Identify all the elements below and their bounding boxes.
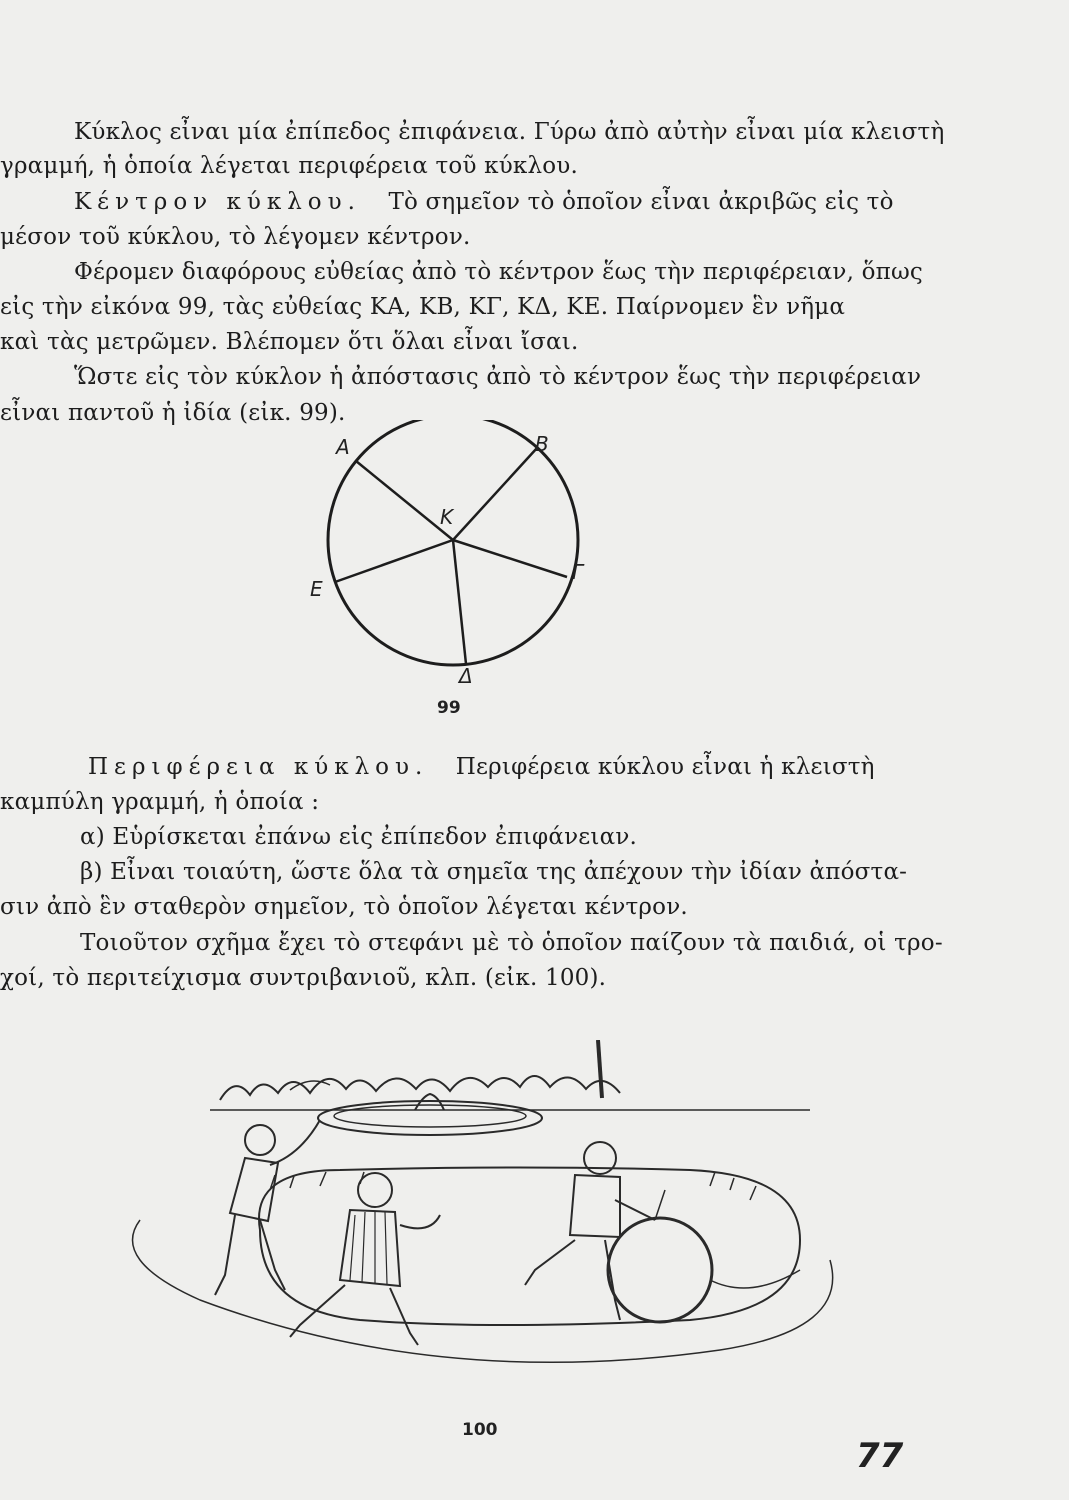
child-1-legs (215, 1215, 285, 1295)
child-2-arm (400, 1215, 440, 1228)
text-line: Τοιοῦτον σχῆμα ἔχει τὸ στεφάνι μὲ τὸ ὁποῖον παίζουν τὰ παιδιά, οἱ τρο- (80, 930, 943, 956)
text-line: γραμμή, ἡ ὁποία λέγεται περιφέρεια τοῦ κύκλου. (0, 153, 579, 179)
text-line: σιν ἀπὸ ἓν σταθερὸν σημεῖον, τὸ ὁποῖον λέγεται κέντρον. (0, 894, 688, 920)
radius-ke (335, 540, 453, 582)
text-line: μέσον τοῦ κύκλου, τὸ λέγομεν κέντρον. (0, 224, 471, 250)
child-2-stripes (350, 1212, 387, 1284)
fountain-basin (318, 1101, 542, 1135)
lawn-border (259, 1168, 800, 1326)
text-line: καμπύλη γραμμή, ἡ ὁποία : (0, 789, 320, 815)
child-3-torso (570, 1175, 620, 1237)
label-e: Ε (310, 577, 323, 601)
child-3-legs (525, 1240, 620, 1320)
label-d: Δ (459, 664, 473, 688)
figure-100-illustration (110, 1040, 870, 1380)
rope-line (710, 1270, 800, 1288)
child-2-torso (340, 1210, 400, 1286)
child-2-head (358, 1173, 392, 1207)
radius-kg (453, 540, 567, 577)
term-perifereia: Περιφέρεια κύκλου. (88, 754, 429, 780)
child-2-legs (290, 1285, 418, 1345)
label-a: Α (336, 435, 350, 459)
hoop-stick (655, 1190, 665, 1220)
label-b: Β (535, 432, 549, 456)
figure-100-caption: 100 (462, 1420, 498, 1440)
text-line: εἶναι παντοῦ ἡ ἰδία (εἰκ. 99). (0, 400, 346, 426)
tree-line (220, 1076, 620, 1100)
radius-ka (356, 461, 453, 540)
fountain-inner (334, 1105, 526, 1127)
text-line: Ὥστε εἰς τὸν κύκλον ἡ ἀπόστασις ἀπὸ τὸ κέντρον ἕως τὴν περιφέρειαν (74, 364, 922, 390)
text-line: β) Εἶναι τοιαύτη, ὥστε ὅλα τὰ σημεῖα της ἀπέχουν τὴν ἰδίαν ἀπόστα- (80, 859, 908, 885)
text-line: καὶ τὰς μετρῶμεν. Βλέπομεν ὅτι ὅλαι εἶναι ἴσαι. (0, 329, 579, 355)
path-curve (133, 1220, 833, 1362)
text-line: εἰς τὴν εἰκόνα 99, τὰς εὐθείας ΚΑ, ΚΒ, ΚΓ, ΚΔ, ΚΕ. Παίρνομεν ἓν νῆμα (0, 294, 846, 320)
label-g: Γ (572, 560, 584, 584)
label-k: Κ (440, 505, 454, 529)
grass-strokes (270, 1172, 756, 1200)
text-line (74, 187, 894, 217)
text-line (88, 752, 875, 782)
text-line: Φέρομεν διαφόρους εὐθείας ἀπὸ τὸ κέντρον ἕως τὴν περιφέρειαν, ὅπως (74, 259, 924, 285)
child-3-head (584, 1142, 616, 1174)
text-span: Περιφέρεια κύκλου εἶναι ἡ κλειστὴ (455, 754, 875, 780)
tree-trunk (598, 1040, 602, 1098)
figure-99-caption: 99 (437, 698, 461, 718)
hoop-icon (608, 1218, 712, 1322)
radius-kd (453, 540, 466, 664)
page-number: 77 (856, 1436, 904, 1476)
text-line: α) Εὑρίσκεται ἐπάνω εἰς ἐπίπεδον ἐπιφάνειαν. (80, 824, 638, 850)
term-kentron: Κέντρον κύκλου. (74, 189, 361, 215)
text-span: Τὸ σημεῖον τὸ ὁποῖον εἶναι ἀκριβῶς εἰς τὸ (388, 189, 894, 215)
figure-99-circle-diagram (305, 420, 605, 710)
text-line: Κύκλος εἶναι μία ἐπίπεδος ἐπιφάνεια. Γύρω ἀπὸ αὐτὴν εἶναι μία κλειστὴ (74, 119, 945, 145)
child-1-head (245, 1125, 275, 1155)
text-line: χοί, τὸ περιτείχισμα συντριβανιοῦ, κλπ. (εἰκ. 100). (0, 965, 607, 991)
radius-kb (453, 448, 537, 540)
child-1-arm (270, 1120, 320, 1165)
